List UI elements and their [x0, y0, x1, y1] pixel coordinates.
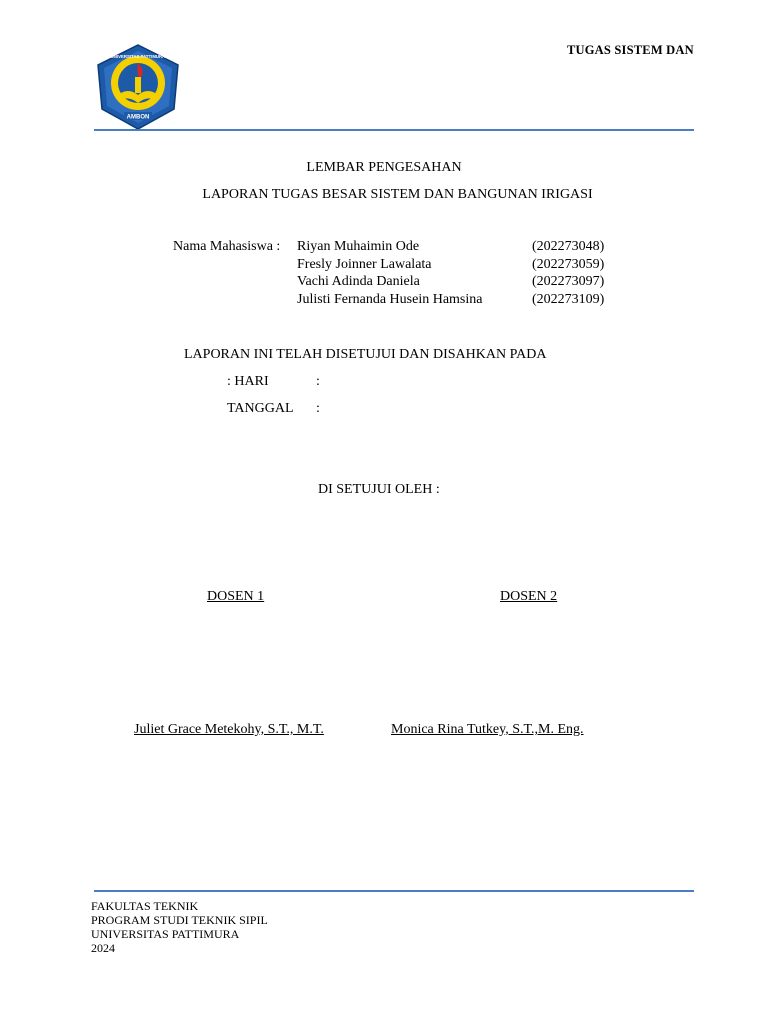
- document-title: LEMBAR PENGESAHAN: [306, 160, 462, 175]
- date-label: TANGGAL: [227, 401, 294, 416]
- students-label: Nama Mahasiswa :: [173, 239, 281, 254]
- student-name: Fresly Joinner Lawalata: [297, 257, 432, 272]
- logo-university-text: UNIVERSITAS PATTIMURA: [110, 54, 166, 59]
- students-list: [0, 239, 768, 311]
- footer-divider: [94, 890, 694, 892]
- document-subtitle: LAPORAN TUGAS BESAR SISTEM DAN BANGUNAN IRIGASI: [202, 187, 593, 202]
- lecturer2-title: DOSEN 2: [500, 589, 558, 604]
- lecturer2-name: Monica Rina Tutkey, S.T.,M. Eng.: [391, 722, 584, 737]
- approval-statement: LAPORAN INI TELAH DISETUJUI DAN DISAHKAN PADA: [184, 347, 547, 362]
- student-nim: (202273048): [532, 239, 605, 254]
- header-course-title: TUGAS SISTEM DAN: [567, 43, 694, 57]
- footer-year: 2024: [91, 941, 115, 955]
- logo-city-text: AMBON: [126, 114, 150, 121]
- student-name: Vachi Adinda Daniela: [297, 274, 420, 289]
- footer-faculty: FAKULTAS TEKNIK: [91, 899, 199, 913]
- day-colon: :: [316, 374, 320, 389]
- day-label: : HARI: [227, 374, 269, 389]
- lecturer1-name: Juliet Grace Metekohy, S.T., M.T.: [134, 722, 324, 737]
- student-name: Julisti Fernanda Husein Hamsina: [297, 292, 483, 307]
- footer-program: PROGRAM STUDI TEKNIK SIPIL: [91, 913, 268, 927]
- footer-university: UNIVERSITAS PATTIMURA: [91, 927, 240, 941]
- student-nim: (202273059): [532, 257, 605, 272]
- student-nim: (202273097): [532, 274, 605, 289]
- university-logo: [94, 43, 182, 131]
- header-divider: [94, 129, 694, 131]
- lecturer1-title: DOSEN 1: [207, 589, 265, 604]
- student-name: Riyan Muhaimin Ode: [297, 239, 420, 254]
- date-colon: :: [316, 401, 320, 416]
- footer: [91, 899, 268, 955]
- approved-by-label: DI SETUJUI OLEH :: [318, 482, 440, 497]
- student-nim: (202273109): [532, 292, 605, 307]
